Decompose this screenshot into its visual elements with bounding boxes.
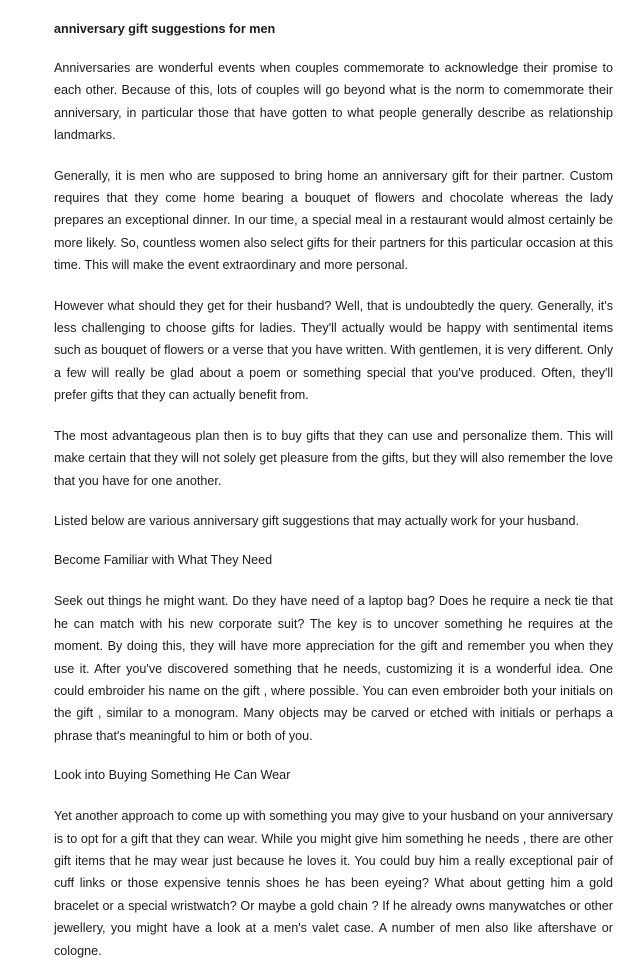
paragraph-custom: Generally, it is men who are supposed to bring home an anniversary gift for their partner. Custom requires that they come home bearing a bouquet of flowers and chocolate whereas the lady prepares an exceptional dinner. In our time, a special meal in a restaurant would almost certainly be more likely. So, countless women also select gifts for their partners for this particular occasion at this time. This will make the event extraordinary and more personal. — [54, 168, 613, 273]
document-title: anniversary gift suggestions for men — [54, 22, 276, 36]
section-heading-needs: Become Familiar with What They Need — [54, 553, 273, 568]
paragraph-husband-question: However what should they get for their husband? Well, that is undoubtedly the query. Generally, it's less challenging to choose gifts for ladies. They'll actually would be happy with sentimental items such as bouquet of flowers or a verse that you have written. With gentlemen, it is very different. Only a few will really be glad about a poem or something special that you've produced. Often, they'll prefer gifts that they can actually benefit from. — [54, 298, 613, 403]
paragraph-advantageous-plan: The most advantageous plan then is to buy gifts that they can use and personalize them. This will make certain that they will not solely get pleasure from the gifts, but they will also remember the love that you have for one another. — [54, 428, 613, 488]
paragraph-needs: Seek out things he might want. Do they have need of a laptop bag? Does he require a neck tie that he can match with his new corporate suit? The key is to uncover something he requires at the moment. By doing this, they will have more appreciation for the gift and remember you when they use it. After you've discovered something that he needs, customizing it is a wonderful idea. One could embroider his name on the gift , where possible. You can even embroider both your initials on the gift , similar to a monogram. Many objects may be carved or etched with initials or perhaps a phrase that's meaningful to him or both of you. — [54, 594, 613, 743]
section-heading-wear: Look into Buying Something He Can Wear — [54, 768, 291, 783]
paragraph-listed-below: Listed below are various anniversary gift suggestions that may actually work for your husband. — [54, 513, 580, 528]
document-page — [54, 19, 613, 980]
paragraph-intro: Anniversaries are wonderful events when couples commemorate to acknowledge their promise to each other. Because of this, lots of couples will go beyond what is the norm to comemmorate their anniversary, in particular those that have gotten to what people generally describe as relationship landmarks. — [54, 61, 613, 143]
paragraph-wear: Yet another approach to come up with something you may give to your husband on your anniversary is to opt for a gift that they can wear. While you might give him something he needs , there are other gift items that he may wear just because he loves it. You could buy him a really exceptional pair of cuff links or those expensive tennis shoes he has been eyeing? What about getting him a gold bracelet or a special wristwatch? Or maybe a gold chain ? If he already owns manywatches or other jewellery, you might have a look at a men's valet case. A number of men also like aftershave or cologne. — [54, 809, 613, 958]
